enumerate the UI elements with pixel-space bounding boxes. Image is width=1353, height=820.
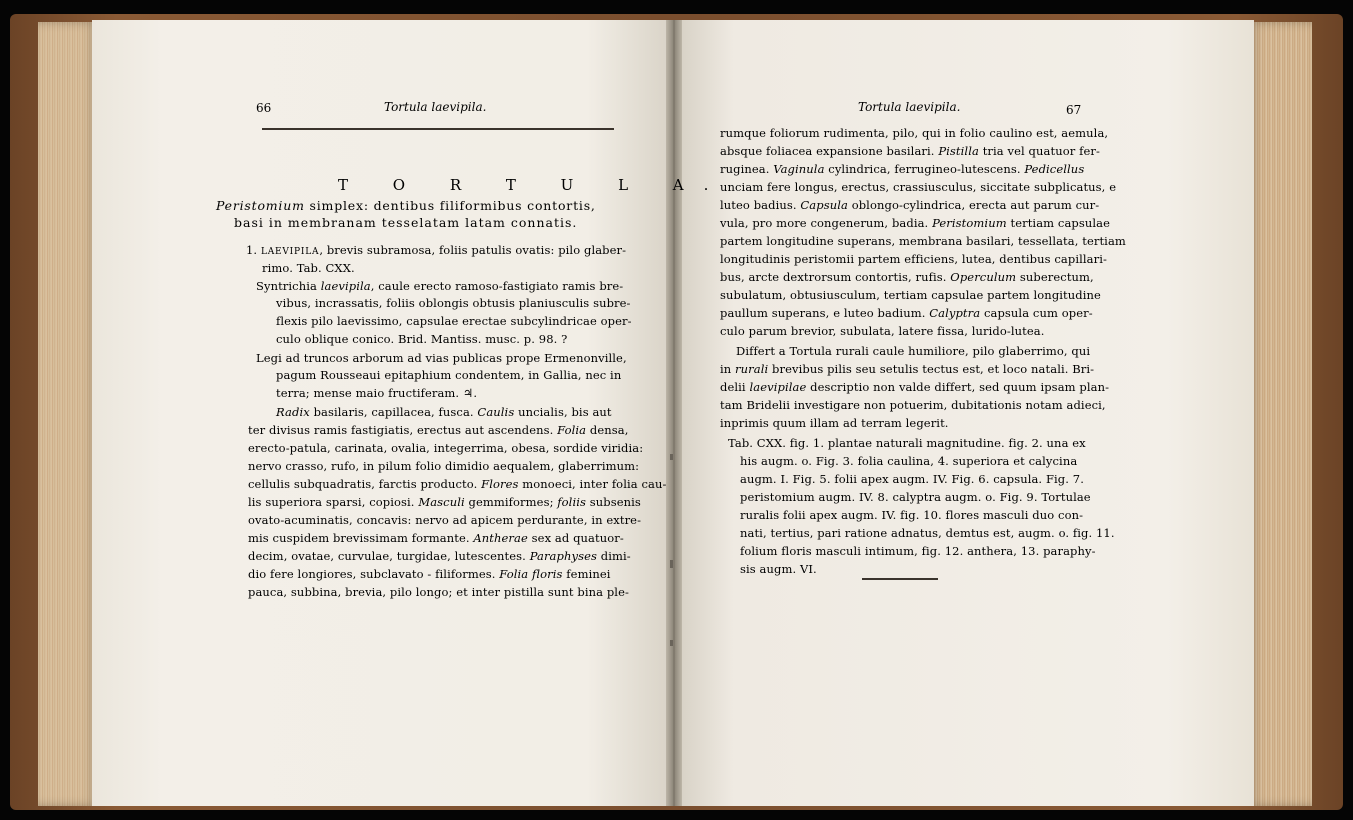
description-line-3: erecto-patula, carinata, ovalia, integerrima, obesa, sordide viridia: xyxy=(248,441,644,455)
left-header-rule xyxy=(262,128,614,130)
locality-line-2: pagum Rousseaui epitaphium condentem, in Gallia, nec in xyxy=(276,368,622,382)
genus-title: T O R T U L A. xyxy=(338,176,729,194)
plate-caption-line-8: sis augm. VI. xyxy=(740,562,817,576)
comparison-line-4: tam Bridelii investigare non potuerim, dubitationis notam adieci, xyxy=(720,398,1106,412)
book-gutter xyxy=(666,20,682,806)
synonym-line-4: culo oblique conico. Brid. Mantiss. musc. p. 98. ? xyxy=(276,332,568,346)
continuation-line-1: rumque foliorum rudimenta, pilo, qui in folio caulino est, aemula, xyxy=(720,126,1109,140)
plate-caption-line-7: folium floris masculi intimum, fig. 12. anthera, 13. paraphy- xyxy=(740,544,1096,558)
continuation-line-8: longitudinis peristomii partem efficiens, lutea, dentibus capillari- xyxy=(720,252,1107,266)
description-line-9: decim, ovatae, curvulae, turgidae, lutescentes. Paraphyses dimi- xyxy=(248,549,631,563)
description-line-4: nervo crasso, rufo, in pilum folio dimidio aequalem, glaberrimum: xyxy=(248,459,640,473)
species-heading-line-2: rimo. Tab. CXX. xyxy=(262,261,355,275)
comparison-line-2: in rurali brevibus pilis seu setulis tectus est, et loco natali. Bri- xyxy=(720,362,1095,376)
continuation-line-11: paullum superans, e luteo badium. Calyptra capsula cum oper- xyxy=(720,306,1093,320)
right-folio: 67 xyxy=(1066,103,1082,117)
species-heading-line-1: 1. LAEVIPILA, brevis subramosa, foliis patulis ovatis: pilo glaber- xyxy=(246,243,627,257)
right-page-edges xyxy=(1248,22,1312,806)
plate-caption-line-1: Tab. CXX. fig. 1. plantae naturali magnitudine. fig. 2. una ex xyxy=(728,436,1086,450)
synonym-line-2: vibus, incrassatis, foliis oblongis obtusis planiusculis subre- xyxy=(276,296,631,310)
plate-caption-line-6: nati, tertius, pari ratione adnatus, demtus est, augm. o. fig. 11. xyxy=(740,526,1115,540)
continuation-line-10: subulatum, obtusiusculum, tertiam capsulae partem longitudine xyxy=(720,288,1101,302)
continuation-line-7: partem longitudine superans, membrana basilari, tessellata, tertiam xyxy=(720,234,1126,248)
left-page-edges xyxy=(38,22,98,806)
description-line-2: ter divisus ramis fastigiatis, erectus aut ascendens. Folia densa, xyxy=(248,423,629,437)
left-running-head: Tortula laevipila. xyxy=(384,100,487,114)
plate-caption-line-3: augm. I. Fig. 5. folii apex augm. IV. Fig. 6. capsula. Fig. 7. xyxy=(740,472,1084,486)
continuation-line-5: luteo badius. Capsula oblongo-cylindrica, erecta aut parum cur- xyxy=(720,198,1100,212)
continuation-line-4: unciam fere longus, erectus, crassiusculus, siccitate subplicatus, e xyxy=(720,180,1117,194)
synonym-line-3: flexis pilo laevissimo, capsulae erectae subcylindricae oper- xyxy=(276,314,632,328)
gutter-mark xyxy=(670,454,673,460)
description-line-1: Radix basilaris, capillacea, fusca. Caulis uncialis, bis aut xyxy=(276,405,612,419)
right-running-head: Tortula laevipila. xyxy=(858,100,961,114)
end-rule xyxy=(862,578,938,580)
description-line-8: mis cuspidem brevissimam formante. Antherae sex ad quatuor- xyxy=(248,531,624,545)
gutter-mark xyxy=(670,640,673,646)
description-line-5: cellulis subquadratis, farctis producto. Flores monoeci, inter folia cau- xyxy=(248,477,667,491)
description-line-11: pauca, subbina, brevia, pilo longo; et inter pistilla sunt bina ple- xyxy=(248,585,629,599)
description-line-6: lis superiora sparsi, copiosi. Masculi gemmiformes; foliis subsenis xyxy=(248,495,641,509)
description-line-7: ovato-acuminatis, concavis: nervo ad apicem perdurante, in extre- xyxy=(248,513,642,527)
continuation-line-9: bus, arcte dextrorsum contortis, rufis. Operculum suberectum, xyxy=(720,270,1094,284)
synonym-line-1: Syntrichia laevipila, caule erecto ramoso-fastigiato ramis bre- xyxy=(256,279,624,293)
comparison-line-3: delii laevipilae descriptio non valde differt, sed quum ipsam plan- xyxy=(720,380,1110,394)
continuation-line-3: ruginea. Vaginula cylindrica, ferrugineo-lutescens. Pedicellus xyxy=(720,162,1085,176)
plate-caption-line-4: peristomium augm. IV. 8. calyptra augm. o. Fig. 9. Tortulae xyxy=(740,490,1091,504)
continuation-line-2: absque foliacea expansione basilari. Pistilla tria vel quatuor fer- xyxy=(720,144,1100,158)
genus-diagnosis-line-1: Peristomium simplex: dentibus filiformibus contortis, xyxy=(216,198,596,213)
plate-caption-line-5: ruralis folii apex augm. IV. fig. 10. flores masculi duo con- xyxy=(740,508,1084,522)
locality-line-3: terra; mense maio fructiferam. ♃. xyxy=(276,386,478,400)
description-line-10: dio fere longiores, subclavato - filiformes. Folia floris feminei xyxy=(248,567,611,581)
left-folio: 66 xyxy=(256,101,272,115)
continuation-line-12: culo parum brevior, subulata, latere fissa, lurido-lutea. xyxy=(720,324,1045,338)
comparison-line-5: inprimis quum illam ad terram legerit. xyxy=(720,416,949,430)
locality-line-1: Legi ad truncos arborum ad vias publicas prope Ermenonville, xyxy=(256,351,627,365)
comparison-line-1: Differt a Tortula rurali caule humiliore, pilo glaberrimo, qui xyxy=(736,344,1091,358)
gutter-mark xyxy=(670,560,673,568)
genus-diagnosis-line-2: basi in membranam tesselatam latam connatis. xyxy=(234,215,578,230)
continuation-line-6: vula, pro more congenerum, badia. Peristomium tertiam capsulae xyxy=(720,216,1111,230)
plate-caption-line-2: his augm. o. Fig. 3. folia caulina, 4. superiora et calycina xyxy=(740,454,1078,468)
